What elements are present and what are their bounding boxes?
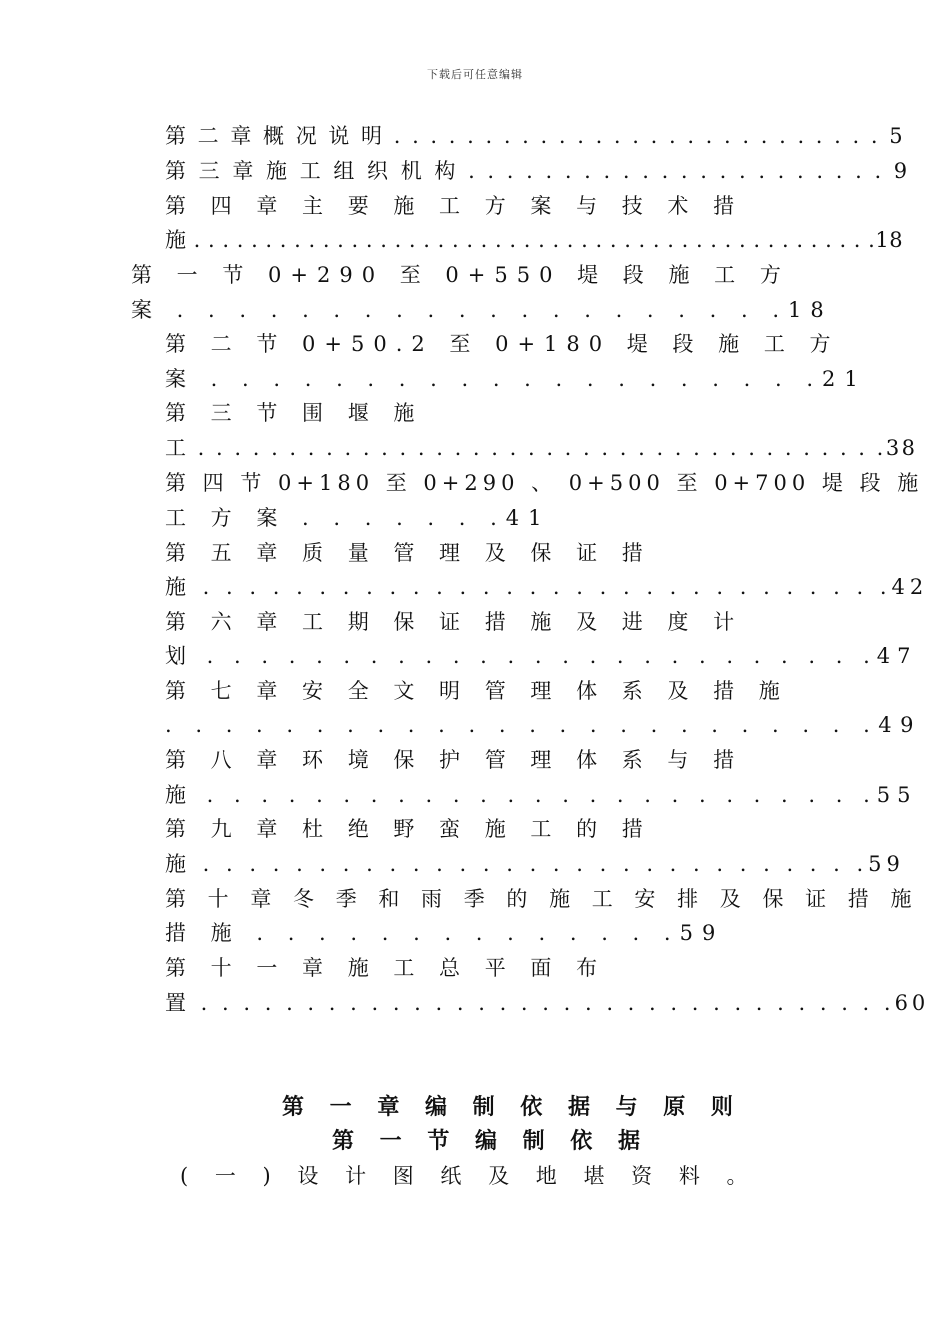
toc-chapter-6: 第 六 章 工 期 保 证 措 施 及 进 度 计: [165, 610, 744, 634]
toc-chapter-11-cont: 置 . . . . . . . . . . . . . . . . . . . . . . . . . . . . . . . . .60: [165, 991, 930, 1015]
toc-chapter-10-cont: 措 施 . . . . . . . . . . . . . .59: [165, 921, 725, 945]
section-heading: 第 一 节 编 制 依 据: [332, 1129, 649, 1154]
toc-chapter-8-cont: 施 . . . . . . . . . . . . . . . . . . . . . . . . .55: [165, 783, 918, 807]
toc-section-2: 第 二 节 0+50.2 至 0+180 堤 段 施 工 方: [165, 332, 840, 356]
toc-section-3-cont: 工 . . . . . . . . . . . . . . . . . . . . . . . . . . . . . . . . . . . . . .38: [165, 436, 918, 460]
toc-chapter-11: 第 十 一 章 施 工 总 平 面 布: [165, 956, 607, 980]
toc-chapter-7: 第 七 章 安 全 文 明 管 理 体 系 及 措 施: [165, 679, 789, 703]
page-header: 下载后可任意编辑: [427, 68, 523, 81]
body-paragraph: ( 一 ) 设 计 图 纸 及 地 堪 资 料 。: [180, 1164, 758, 1188]
toc-chapter-6-cont: 划 . . . . . . . . . . . . . . . . . . . . . . . . .47: [165, 644, 918, 668]
toc-chapter-10: 第 十 章 冬 季 和 雨 季 的 施 工 安 排 及 保 证 措 施: [165, 887, 919, 911]
toc-chapter-4-cont: 施 . . . . . . . . . . . . . . . . . . . . . . . . . . . . . . . . . . . . . . . . . . . . . . . .18: [165, 228, 904, 252]
toc-section-2-cont: 案 . . . . . . . . . . . . . . . . . . . .21: [165, 367, 867, 391]
chapter-heading: 第 一 章 编 制 依 据 与 原 则: [282, 1095, 742, 1120]
toc-section-4-cont: 工 方 案 . . . . . . .41: [165, 506, 551, 530]
toc-section-1: 第 一 节 0+290 至 0+550 堤 段 施 工 方: [131, 263, 790, 287]
toc-chapter-4: 第 四 章 主 要 施 工 方 案 与 技 术 措: [165, 194, 744, 218]
toc-chapter-9-cont: 施 . . . . . . . . . . . . . . . . . . . . . . . . . . . . .59: [165, 852, 905, 876]
toc-chapter-7-cont: . . . . . . . . . . . . . . . . . . . . . . . .49: [165, 713, 922, 737]
toc-chapter-5: 第 五 章 质 量 管 理 及 保 证 措: [165, 541, 652, 565]
toc-section-1-cont: 案 . . . . . . . . . . . . . . . . . . . .18: [131, 298, 833, 322]
toc-chapter-9: 第 九 章 杜 绝 野 蛮 施 工 的 措: [165, 817, 652, 841]
toc-section-4: 第 四 节 0+180 至 0+290 、 0+500 至 0+700 堤 段 施: [165, 471, 924, 495]
toc-section-3: 第 三 节 围 堰 施: [165, 401, 424, 425]
toc-chapter-3: 第 三 章 施 工 组 织 机 构 . . . . . . . . . . . . . . . . . . . . . . 9: [165, 159, 911, 183]
toc-chapter-2: 第 二 章 概 况 说 明 . . . . . . . . . . . . . . . . . . . . . . . . . . . 5: [165, 124, 906, 148]
toc-chapter-8: 第 八 章 环 境 保 护 管 理 体 系 与 措: [165, 748, 744, 772]
toc-chapter-5-cont: 施 . . . . . . . . . . . . . . . . . . . . . . . . . . . . . .42: [165, 575, 929, 599]
